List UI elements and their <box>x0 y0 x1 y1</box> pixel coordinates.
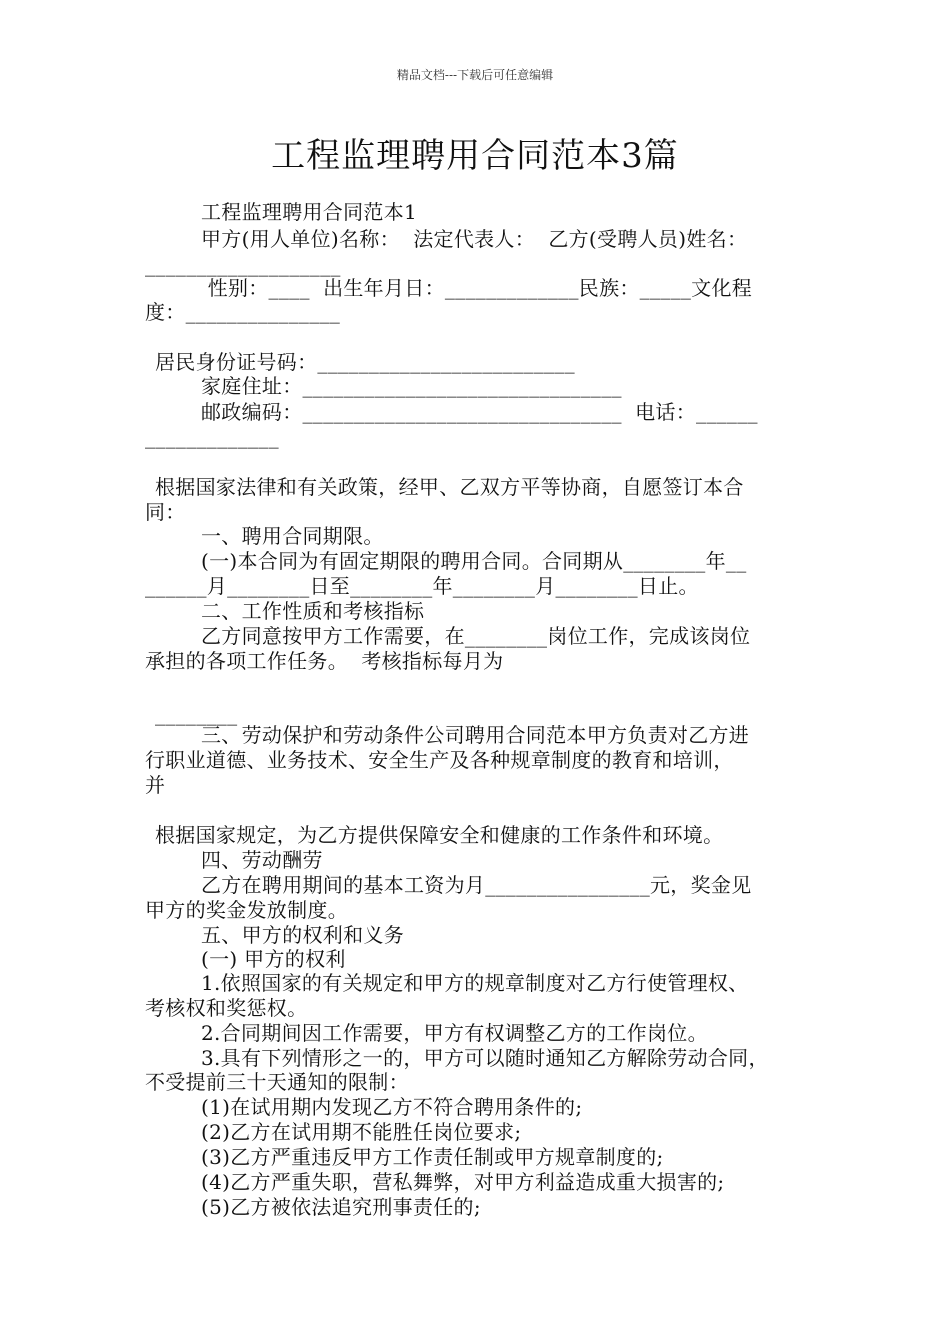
paragraph-line: 乙方同意按甲方工作需要，在________岗位工作，完成该岗位 <box>201 624 751 648</box>
subtitle-line: 工程监理聘用合同范本1 <box>201 200 418 224</box>
name-blank-line: ___________________ <box>145 253 341 277</box>
list-item: 3.具有下列情形之一的，甲方可以随时通知乙方解除劳动合同， <box>201 1046 769 1070</box>
section-heading: 二、工作性质和考核指标 <box>201 599 425 623</box>
paragraph-line: 并 <box>145 773 166 797</box>
list-item: (3)乙方严重违反甲方工作责任制或甲方规章制度的; <box>201 1145 664 1169</box>
paragraph-line: 甲方的奖金发放制度。 <box>145 898 348 922</box>
paragraph-line: (一)本合同为有固定期限的聘用合同。合同期从________年__ <box>201 549 747 573</box>
paragraph-line: 承担的各项工作任务。 考核指标每月为 <box>145 649 504 673</box>
paragraph-line: 行职业道德、业务技术、安全生产及各种规章制度的教育和培训， <box>145 748 734 772</box>
address-line: 家庭住址：_______________________________ <box>201 374 622 398</box>
paragraph-line: 根据国家规定，为乙方提供保障安全和健康的工作条件和环境。 <box>155 823 724 847</box>
blank-line: ________ <box>155 702 238 726</box>
document-title: 工程监理聘用合同范本3篇 <box>271 136 679 176</box>
list-item: 1.依照国家的有关规定和甲方的规章制度对乙方行使管理权、 <box>201 971 749 995</box>
paragraph-line: 考核权和奖惩权。 <box>145 996 308 1020</box>
list-item: (4)乙方严重失职，营私舞弊，对甲方利益造成重大损害的; <box>201 1170 725 1194</box>
list-item: (1)在试用期内发现乙方不符合聘用条件的; <box>201 1095 583 1119</box>
paragraph-line: 同： <box>145 500 186 524</box>
paragraph-line: 根据国家法律和有关政策，经甲、乙双方平等协商，自愿签订本合 <box>155 475 744 499</box>
page-header-note: 精品文档---下载后可任意编辑 <box>396 68 554 82</box>
list-item: (2)乙方在试用期不能胜任岗位要求; <box>201 1120 522 1144</box>
paragraph-line: 不受提前三十天通知的限制： <box>145 1070 409 1094</box>
section-heading: 一、聘用合同期限。 <box>201 524 384 548</box>
education-line: 度：_______________ <box>145 300 341 324</box>
gender-birth-line: 性别：____ 出生年月日：_____________民族：_____文化程 <box>201 276 753 300</box>
paragraph-line: ______月________日至________年________月________日止。 <box>145 574 699 598</box>
section-heading: 三、劳动保护和劳动条件公司聘用合同范本甲方负责对乙方进 <box>201 723 750 747</box>
section-heading: 五、甲方的权利和义务 <box>201 923 404 947</box>
party-names-line: 甲方(用人单位)名称： 法定代表人： 乙方(受聘人员)姓名： <box>201 227 748 251</box>
section-heading: 四、劳动酬劳 <box>201 848 323 872</box>
postcode-phone-line: 邮政编码：_______________________________ 电话：______ <box>201 400 758 424</box>
paragraph-line: 乙方在聘用期间的基本工资为月________________元，奖金见 <box>201 873 752 897</box>
list-item: (5)乙方被依法追究刑事责任的; <box>201 1195 481 1219</box>
id-number-line: 居民身份证号码：_________________________ <box>155 350 575 374</box>
list-item: 2.合同期间因工作需要，甲方有权调整乙方的工作岗位。 <box>201 1021 708 1045</box>
phone-blank-line: _____________ <box>145 425 279 449</box>
subsection-heading: (一) 甲方的权利 <box>201 947 346 971</box>
